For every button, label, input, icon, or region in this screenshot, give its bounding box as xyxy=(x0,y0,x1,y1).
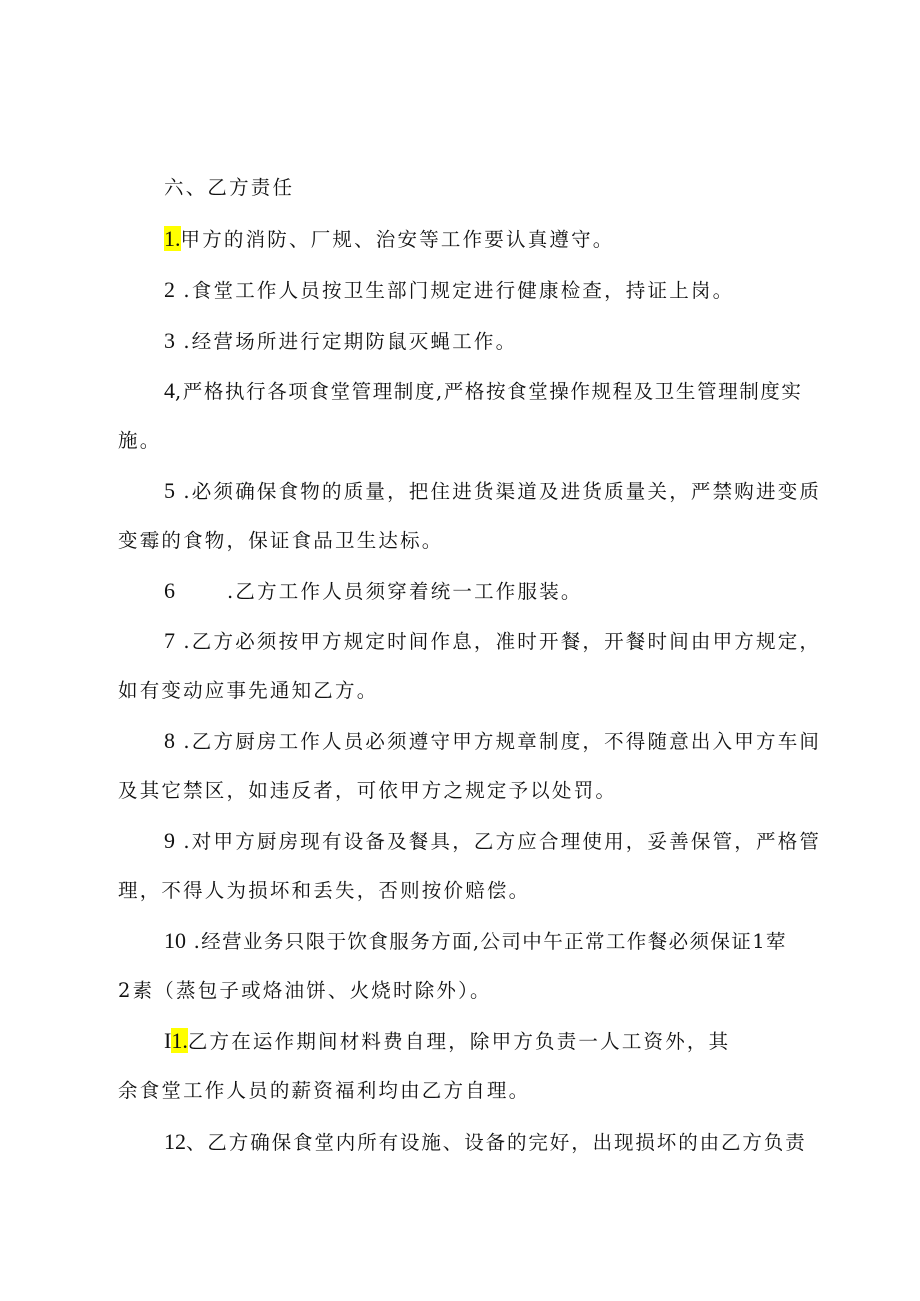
item-number: 5 xyxy=(164,478,175,503)
item-text: .乙方必须按甲方规定时间作息，准时开餐，开餐时间由甲方规定， xyxy=(175,630,822,653)
item-text: ,严格执行各项食堂管理制度,严格按食堂操作规程及卫生管理制度实 xyxy=(175,380,803,403)
item-number: 8 xyxy=(164,728,175,753)
list-item-7-continuation: 如有变动应事先通知乙方。 xyxy=(118,679,379,702)
list-item-3 xyxy=(164,326,517,356)
list-item-8-continuation: 及其它禁区，如违反者，可依甲方之规定予以处罚。 xyxy=(118,779,618,802)
item-number: 10 xyxy=(164,928,186,953)
item-number-prefix: I xyxy=(164,1028,172,1053)
item-number: 2 xyxy=(164,277,175,302)
item-text: .食堂工作人员按卫生部门规定进行健康检查，持证上岗。 xyxy=(175,279,735,302)
list-item-5-continuation: 变霉的食物，保证食品卫生达标。 xyxy=(118,529,444,552)
item-number: 3 xyxy=(164,328,175,353)
item-number-highlighted: 1. xyxy=(164,226,181,251)
item-text: 、乙方确保食堂内所有设施、设备的完好，出现损坏的由乙方负责 xyxy=(186,1131,807,1154)
item-number: 4 xyxy=(164,378,175,403)
list-item-4 xyxy=(164,376,803,406)
item-text: .对甲方厨房现有设备及餐具，乙方应合理使用，妥善保管，严格管 xyxy=(175,830,822,853)
item-number: 6 xyxy=(164,578,175,603)
list-item-10-continuation: 2素（蒸包子或烙油饼、火烧时除外）。 xyxy=(118,979,492,1002)
list-item-10 xyxy=(164,926,787,956)
list-item-7 xyxy=(164,626,821,656)
list-item-1 xyxy=(164,224,615,254)
list-item-6 xyxy=(164,576,583,606)
list-item-11-continuation: 余食堂工作人员的薪资福利均由乙方自理。 xyxy=(118,1079,531,1102)
item-number: 9 xyxy=(164,828,175,853)
list-item-9 xyxy=(164,826,821,856)
item-text: .经营业务只限于饮食服务方面,公司中午正常工作餐必须保证1荤 xyxy=(186,930,787,953)
item-text: 甲方的消防、厂规、治安等工作要认真遵守。 xyxy=(180,228,615,251)
item-text: .经营场所进行定期防鼠灭蝇工作。 xyxy=(175,330,518,353)
list-item-4-continuation: 施。 xyxy=(118,429,162,452)
list-item-5 xyxy=(164,476,821,506)
section-heading: 六、乙方责任 xyxy=(164,176,295,199)
item-number: 7 xyxy=(164,628,175,653)
list-item-2 xyxy=(164,275,734,305)
list-item-12 xyxy=(164,1127,807,1157)
item-number: 12 xyxy=(164,1129,186,1154)
item-text: .必须确保食物的质量，把住进货渠道及进货质量关，严禁购进变质 xyxy=(175,480,822,503)
item-text: .乙方厨房工作人员必须遵守甲方规章制度，不得随意出入甲方车间 xyxy=(175,730,822,753)
list-item-11 xyxy=(164,1026,730,1056)
item-text: .乙方工作人员须穿着统一工作服装。 xyxy=(227,580,583,603)
item-text: 乙方在运作期间材料费自理，除甲方负责一人工资外，其 xyxy=(187,1030,731,1053)
item-number-highlighted: 1. xyxy=(171,1028,188,1053)
list-item-9-continuation: 理，不得人为损坏和丢失，否则按价赔偿。 xyxy=(118,879,531,902)
list-item-8 xyxy=(164,726,821,756)
